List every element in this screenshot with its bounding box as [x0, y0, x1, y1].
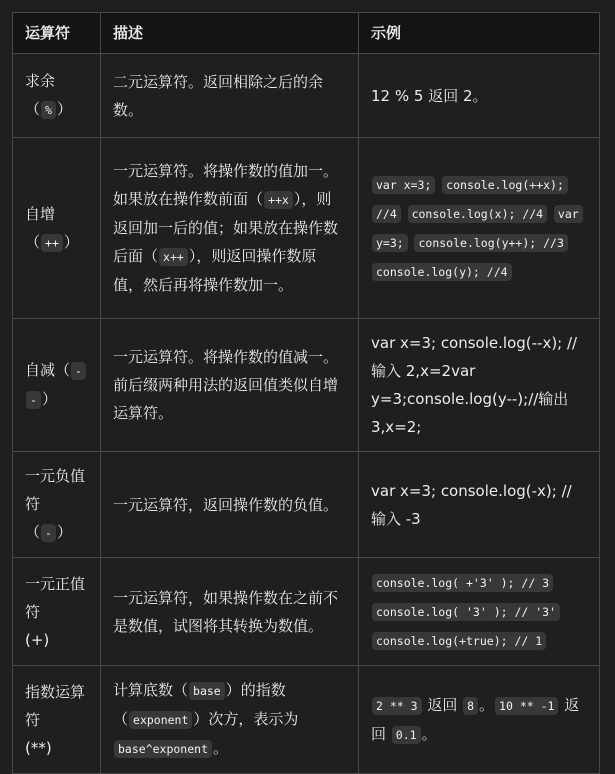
example-code: console.log(++x); [442, 176, 568, 194]
table-header-row [13, 13, 600, 54]
example-code: //4 [372, 205, 401, 223]
description-text: ，则返回加一后的值；如果放在操作数后面 [113, 190, 339, 265]
example-text: 返回 [371, 695, 580, 743]
table-row [13, 666, 600, 774]
operator-cell: 自增 （ ++ ） [13, 138, 101, 319]
description-text: 。 [213, 739, 229, 757]
example-code: 10 ** -1 [495, 697, 558, 715]
table-row [13, 54, 600, 138]
operator-name: 一元正值符 [25, 574, 86, 621]
example-text: 返回 [422, 695, 463, 714]
table-row [13, 452, 600, 558]
description-cell: 一元运算符。将操作数的值减一。前后缀两种用法的返回值类似自增运算符。 [101, 319, 359, 452]
operator-symbol: - [26, 391, 41, 409]
example-code: console.log(+true); // 1 [372, 632, 546, 650]
example-text: 。 [421, 724, 437, 743]
table-row [13, 319, 600, 452]
description-text: ）的指数（ [113, 681, 286, 728]
example-cell: 12 % 5 返回 2。 [359, 54, 600, 138]
example-code: y=3; [372, 234, 408, 252]
example-cell [359, 138, 600, 319]
example-text: 。 [479, 695, 495, 714]
operator-name: 自增 [25, 204, 56, 223]
description-text: ，则返回操作数原值，然后再将操作数加一。 [113, 247, 317, 294]
description-cell: 二元运算符。返回相除之后的余数。 [101, 54, 359, 138]
description-text: ）次方，表示为 [193, 710, 299, 728]
example-code: var [554, 205, 583, 223]
example-cell: var x=3; console.log(--x); // 输入 2,x=2var y=3;console.log(y--);//输出 3,x=2; [359, 319, 600, 452]
header-operator: 运算符 [13, 13, 101, 54]
description-text: 一元运算符。将操作数的值加一。如果放在操作数前面 [113, 162, 339, 208]
description-cell [101, 666, 359, 774]
operator-cell: 求余 （ % ） [13, 54, 101, 138]
example-code: console.log(x); //4 [408, 205, 548, 223]
operator-symbol: (**) [25, 738, 52, 757]
description-cell: 一元运算符，返回操作数的负值。 [101, 452, 359, 558]
example-code: 0.1 [392, 726, 421, 744]
operator-symbol: - [71, 362, 86, 380]
operator-name: 指数运算符 [25, 682, 86, 729]
description-cell: 一元运算符，如果操作数在之前不是数值，试图将其转换为数值。 [101, 558, 359, 666]
example-code: console.log(y++); //3 [414, 234, 567, 252]
description-cell: 一元运算符。将操作数的值加一。如果放在操作数前面（ ++x ），则返回加一后的值；如果放在操作数后面（ x++ ），则返回操作数原值，然后再将操作数加一。 [101, 138, 359, 319]
example-cell [359, 666, 600, 774]
operator-symbol: (+) [25, 630, 50, 649]
table-row [13, 558, 600, 666]
inline-code: ++x [264, 191, 293, 209]
operator-cell [13, 666, 101, 774]
operator-name: 一元负值符 [25, 467, 86, 513]
example-code: console.log( '3' ); // '3' [372, 603, 560, 621]
operator-name: 自减 [25, 361, 56, 379]
header-description: 描述 [101, 13, 359, 54]
inline-code: base^exponent [114, 740, 212, 758]
example-code: var x=3; [372, 176, 435, 194]
inline-code: exponent [129, 711, 192, 729]
operator-symbol: ++ [41, 234, 63, 252]
inline-code: x++ [159, 248, 188, 266]
operator-symbol: % [41, 101, 56, 119]
inline-code: base [189, 682, 225, 700]
example-code: console.log( +'3' ); // 3 [372, 574, 553, 592]
operator-name: 求余 [25, 72, 56, 90]
operator-cell: 自减（ - - ） [13, 319, 101, 452]
header-example: 示例 [359, 13, 600, 54]
example-cell [359, 558, 600, 666]
operator-cell [13, 558, 101, 666]
example-code: 2 ** 3 [372, 697, 422, 715]
operator-cell: 一元负值符 （ - ） [13, 452, 101, 558]
table-row [13, 138, 600, 319]
operator-symbol: - [41, 524, 56, 542]
example-cell: var x=3; console.log(-x); // 输入 -3 [359, 452, 600, 558]
description-text: 计算底数（ [113, 681, 189, 699]
operators-table [12, 12, 600, 774]
example-code: 8 [463, 697, 478, 715]
example-code: console.log(y); //4 [372, 263, 512, 281]
